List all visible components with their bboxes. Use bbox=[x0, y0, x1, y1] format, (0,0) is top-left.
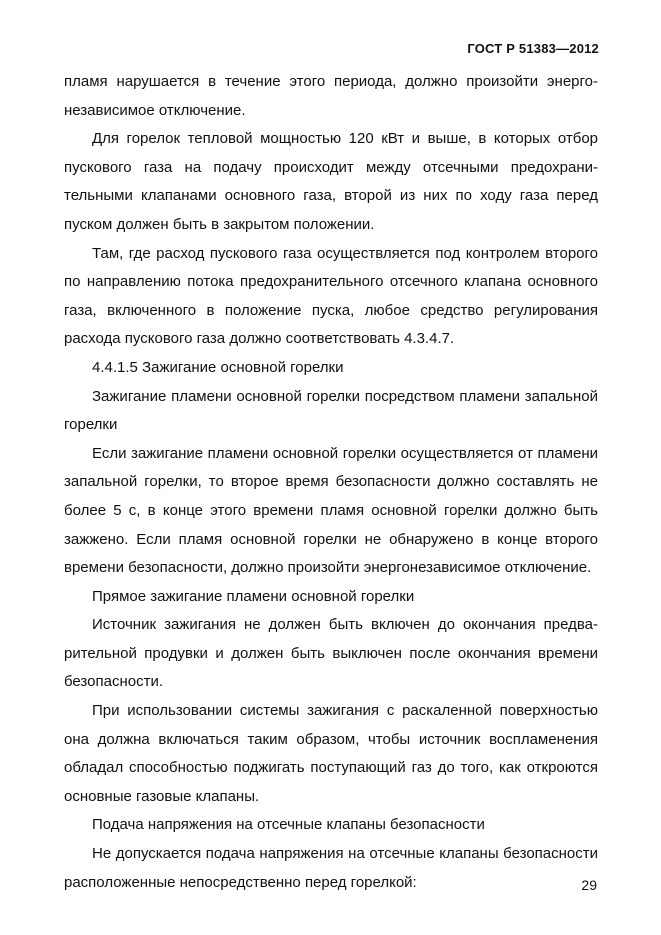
paragraph-9: При использовании системы зажигания с раскаленной поверхностью она должна включаться таким образом, чтобы источник воспламенения обладал способностью поджигать поступающий газ до того, как откроются основные газовые клапаны. bbox=[64, 702, 598, 805]
subheading-valve-voltage: Подача напряжения на отсечные клапаны безопасности bbox=[92, 816, 485, 834]
subheading-pilot-ignition: Зажигание пламени основной горелки посредством пламени запальной горелки bbox=[64, 387, 598, 434]
document-header bbox=[467, 41, 599, 56]
subheading-direct-ignition: Прямое зажигание пламени основной горелки bbox=[92, 587, 415, 605]
standard-code: ГОСТ Р 51383—2012 bbox=[467, 41, 599, 56]
paragraph-3: Там, где расход пускового газа осуществляется под контролем второго по направлению потока предохранительного отсечного клапана основного газа, включенного в положение пуска, любое средство регулирования расхода пускового газа должно соответствовать 4.3.4.7. bbox=[64, 244, 598, 348]
paragraph-8: Источник зажигания не должен быть включен до окончания предварительной продувки и должен быть выключен после окончания времени безопасности. bbox=[64, 616, 598, 691]
paragraph-1: пламя нарушается в течение этого периода, должно произойти энергонезависимое отключение. bbox=[64, 73, 598, 119]
paragraph-6: Если зажигание пламени основной горелки осуществляется от пламени запальной горелки, то второе время безопасности должно составлять не более 5 с, в конце этого времени пламя основной горелки должно быть зажжено. Если пламя основной горелки не обнаружено в конце второго времени безопасности, должно произойти энергонезависимое отключение. bbox=[64, 444, 598, 577]
page-number: 29 bbox=[581, 877, 597, 893]
paragraph-2: Для горелок тепловой мощностью 120 кВт и выше, в которых отбор пускового газа на подачу происходит между отсечными предохранительными клапанами основного газа, второй из них по ходу газа перед пуском должен быть в закрытом положении. bbox=[64, 130, 598, 233]
paragraph-11: Не допускается подача напряжения на отсечные клапаны безопасности расположенные непосредственно перед горелкой: bbox=[64, 845, 598, 891]
section-heading-4-4-1-5: 4.4.1.5 Зажигание основной горелки bbox=[92, 358, 344, 376]
document-body bbox=[64, 68, 598, 897]
